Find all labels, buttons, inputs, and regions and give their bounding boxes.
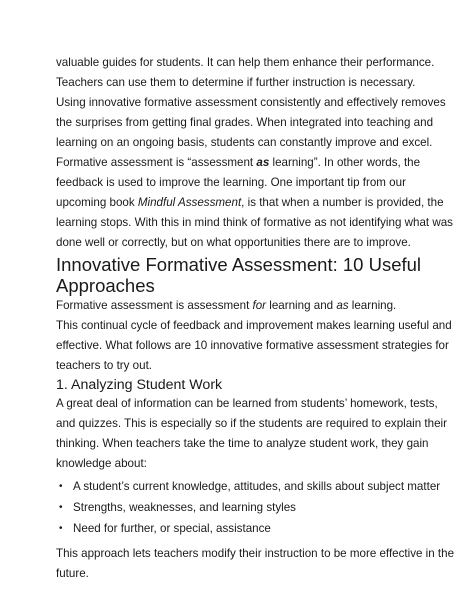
- text-span: learning”. In other words, the: [269, 156, 421, 169]
- book-title: Mindful Assessment: [137, 196, 242, 209]
- text-line: Using innovative formative assessment consistently and effectively removes: [56, 96, 446, 109]
- list-item-text: A student’s current knowledge, attitudes, and skills about subject matter: [73, 480, 441, 493]
- section-definition: [56, 296, 428, 316]
- text-line: knowledge about:: [56, 457, 147, 470]
- text-line: learning on an ongoing basis, students can constantly improve and excel.: [56, 136, 433, 149]
- heading-line: Approaches: [56, 274, 155, 296]
- text-span: learning.: [348, 299, 397, 312]
- text-span: Formative assessment is “assessment: [56, 156, 257, 169]
- text-span: , is that when a number is provided, the: [241, 196, 444, 209]
- text-line: and quizzes. This is especially so if the students are required to explain their: [56, 417, 447, 430]
- closing-paragraph: [56, 544, 455, 584]
- text-line: A great deal of information can be learned from students’ homework, tests,: [56, 397, 438, 410]
- text-line: effective. What follows are 10 innovative formative assessment strategies for: [56, 339, 449, 352]
- intro-paragraph: [56, 53, 446, 153]
- bullet-icon: •: [59, 481, 63, 492]
- bullet-icon: •: [59, 523, 63, 534]
- text-line: learning stops. With this in mind think of formative as not identifying what was: [56, 216, 453, 229]
- section-paragraph: [56, 316, 452, 376]
- list-item: [56, 519, 428, 539]
- emphasis-text: for: [252, 299, 267, 312]
- emphasis-text: as: [256, 156, 270, 169]
- text-line: [56, 193, 444, 213]
- text-line: the surprises from getting final grades. When integrated into teaching and: [56, 116, 434, 129]
- list-item: [56, 498, 428, 518]
- section-heading: [56, 255, 428, 296]
- text-line: done well or correctly, but on what opportunities there are to improve.: [56, 236, 411, 249]
- definition-paragraph: [56, 153, 453, 253]
- list-item-text: Need for further, or special, assistance: [73, 522, 271, 535]
- list-item: [56, 477, 441, 497]
- subsection-paragraph: [56, 394, 447, 474]
- text-line: teachers to try out.: [56, 359, 153, 372]
- text-line: [56, 153, 428, 173]
- text-line: future.: [56, 567, 89, 580]
- text-line: Teachers can use them to determine if further instruction is necessary.: [56, 76, 416, 89]
- text-span: Formative assessment is assessment: [56, 299, 253, 312]
- list-item-text: Strengths, weaknesses, and learning styles: [73, 501, 296, 514]
- text-span: upcoming book: [56, 196, 138, 209]
- text-span: learning and: [266, 299, 337, 312]
- text-line: valuable guides for students. It can help them enhance their performance.: [56, 56, 435, 69]
- subsection-heading: 1. Analyzing Student Work: [56, 377, 223, 393]
- text-line: This approach lets teachers modify their instruction to be more effective in the: [56, 547, 455, 560]
- heading-line: Innovative Formative Assessment: 10 Useful: [56, 254, 422, 275]
- text-line: This continual cycle of feedback and improvement makes learning useful and: [56, 319, 452, 332]
- text-line: feedback is used to improve the learning. One important tip from our: [56, 176, 406, 189]
- text-line: thinking. When teachers take the time to analyze student work, they gain: [56, 437, 429, 450]
- emphasis-text: as: [336, 299, 349, 312]
- bullet-icon: •: [59, 502, 63, 513]
- document-page: [56, 53, 455, 584]
- bullet-list: [56, 477, 441, 539]
